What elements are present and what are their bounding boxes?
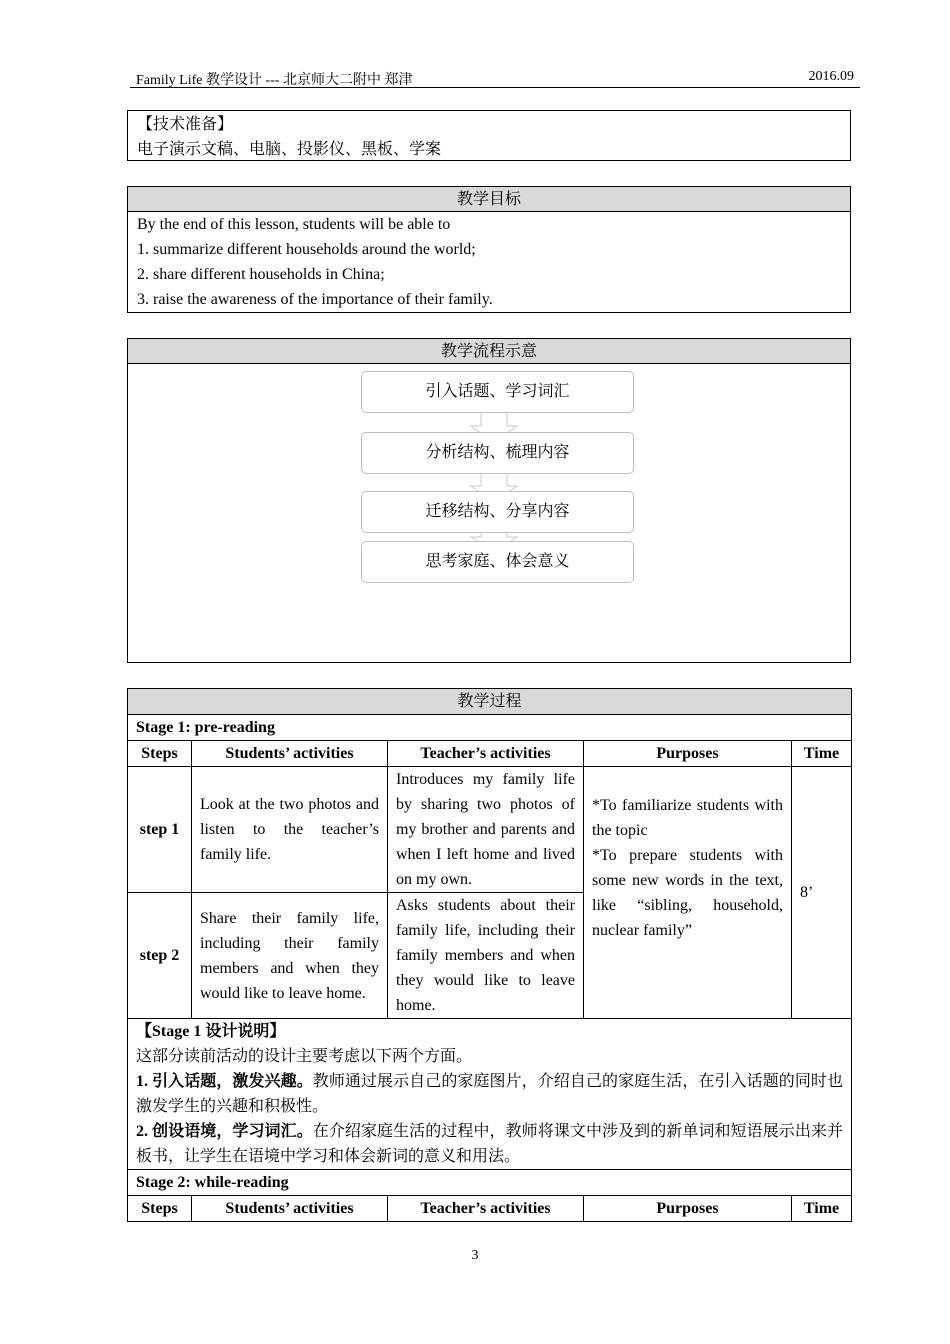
tech-prep-content: 电子演示文稿、电脑、投影仪、黑板、学案 <box>137 141 442 158</box>
objective-line: 1. summarize different households around the world; <box>137 241 476 258</box>
col-header-time: Time <box>792 741 852 767</box>
page-number: 3 <box>471 1248 479 1263</box>
col-header-students: Students’ activities <box>192 1196 388 1222</box>
stage2-label: Stage 2: while-reading <box>128 1170 852 1196</box>
col-header-teacher: Teacher’s activities <box>388 741 584 767</box>
objective-line: 2. share different households in China; <box>137 266 385 283</box>
tech-prep-title: 【技术准备】 <box>137 116 234 133</box>
teacher-activity-cell: Asks students about their family life, including their family members and when they would like to leave home. <box>388 893 584 1019</box>
col-header-purposes: Purposes <box>584 1196 792 1222</box>
design-point-2-text: 在介绍家庭生活的过程中，教师将课文中涉及到的新单词和短语展示出来并板书，让学生在语境中学习和体会新词的意义和用法。 <box>136 1123 843 1165</box>
students-activity-cell: Look at the two photos and listen to the teacher’s family life. <box>192 767 388 893</box>
col-header-teacher: Teacher’s activities <box>388 1196 584 1222</box>
design-point-2-heading: 2. 创设语境，学习词汇。 <box>136 1123 313 1140</box>
table-header-row <box>128 1196 852 1222</box>
step-cell: step 1 <box>128 767 192 893</box>
stage1-label: Stage 1: pre-reading <box>128 715 852 741</box>
design-point-2 <box>136 1119 843 1169</box>
design-point-1-text: 教师通过展示自己的家庭图片，介绍自己的家庭生活，在引入话题的同时也激发学生的兴趣和积极性。 <box>136 1073 843 1115</box>
flow-step-3: 迁移结构、分享内容 <box>361 491 634 533</box>
col-header-students: Students’ activities <box>192 741 388 767</box>
header-title: Family Life 教学设计 --- 北京师大二附中 郑津 <box>136 73 413 88</box>
design-point-1 <box>136 1069 843 1119</box>
table-header-row <box>128 741 852 767</box>
col-header-steps: Steps <box>128 741 192 767</box>
objectives-box <box>127 186 851 313</box>
flow-title: 教学流程示意 <box>128 339 850 364</box>
purpose-2: *To prepare students with some new words in the text, like “sibling, household, nuclear family” <box>592 846 783 939</box>
purpose-1: *To familiarize students with the topic <box>592 796 783 839</box>
header-rule <box>130 87 860 88</box>
flow-step-4: 思考家庭、体会意义 <box>361 541 634 583</box>
purposes-cell <box>584 767 792 1019</box>
objective-line: 3. raise the awareness of the importance of their family. <box>137 291 493 308</box>
stage1-design-cell <box>128 1019 852 1170</box>
students-activity-cell: Share their family life, including their family members and when they would like to leave home. <box>192 893 388 1019</box>
header-date: 2016.09 <box>808 69 854 84</box>
teacher-activity-cell: Introduces my family life by sharing two photos of my brother and parents and when I left home and lived on my own. <box>388 767 584 893</box>
process-table <box>127 688 852 1222</box>
col-header-purposes: Purposes <box>584 741 792 767</box>
tech-prep-box <box>127 110 851 161</box>
step-cell: step 2 <box>128 893 192 1019</box>
design-point-1-heading: 1. 引入话题，激发兴趣。 <box>136 1073 313 1090</box>
table-row <box>128 767 852 893</box>
col-header-steps: Steps <box>128 1196 192 1222</box>
flow-step-2: 分析结构、梳理内容 <box>361 432 634 474</box>
design-intro: 这部分读前活动的设计主要考虑以下两个方面。 <box>136 1048 473 1065</box>
time-cell: 8’ <box>792 767 852 1019</box>
col-header-time: Time <box>792 1196 852 1222</box>
flow-step-1: 引入话题、学习词汇 <box>361 371 634 413</box>
design-title: 【Stage 1 设计说明】 <box>136 1023 286 1040</box>
objective-line: By the end of this lesson, students will be able to <box>137 216 451 233</box>
objectives-title: 教学目标 <box>128 187 850 212</box>
process-title: 教学过程 <box>128 689 852 715</box>
